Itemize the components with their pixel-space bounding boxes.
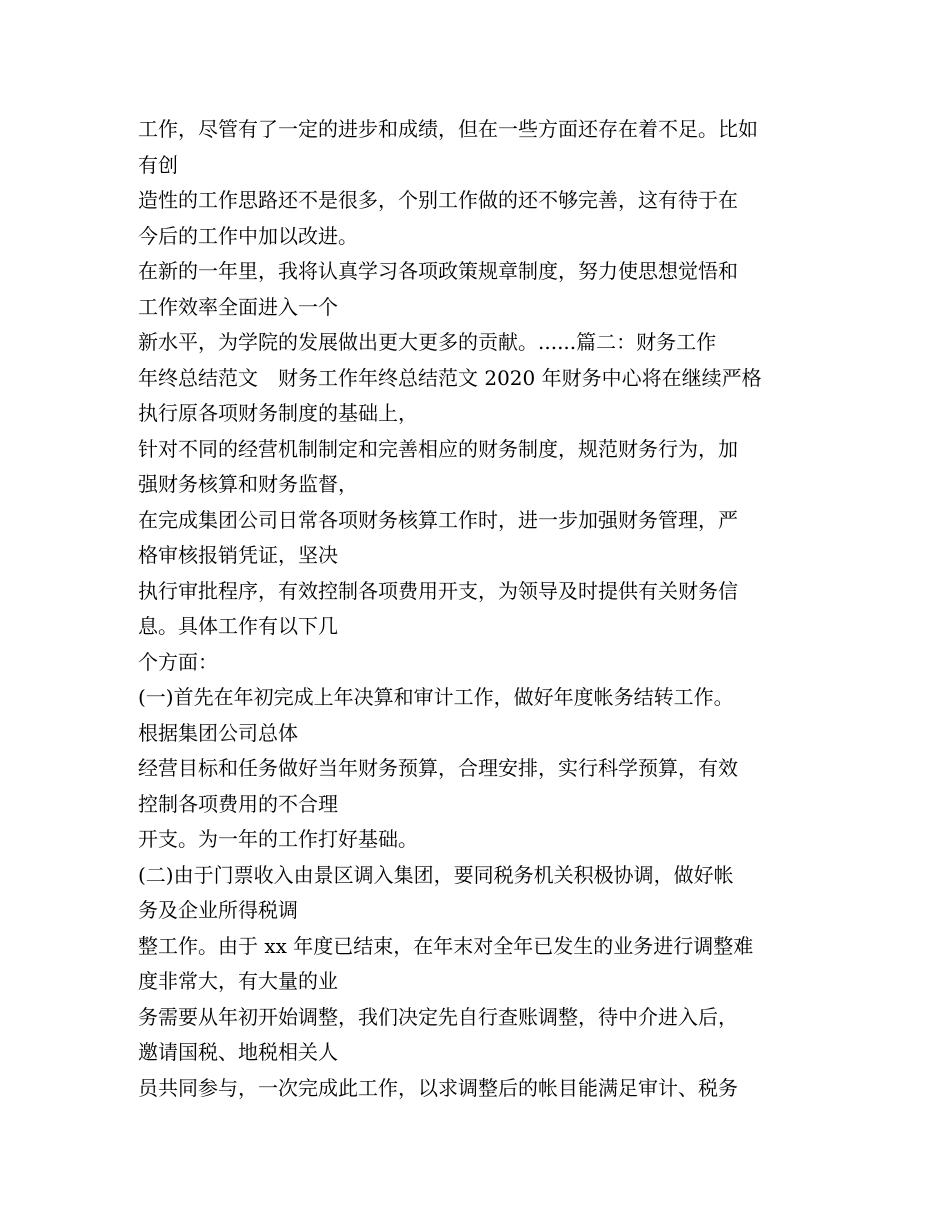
document-body bbox=[138, 112, 814, 1106]
text-line: 经营目标和任务做好当年财务预算，合理安排，实行科学预算，有效 bbox=[138, 756, 738, 780]
text-line: (二)由于门票收入由景区调入集团，要同税务机关积极协调，做好帐 bbox=[138, 862, 734, 887]
text-line: 执行原各项财务制度的基础上， bbox=[138, 401, 418, 425]
text-line: 邀请国税、地税相关人 bbox=[138, 1040, 338, 1064]
text-line: 整工作。由于 xx 年度已结束，在年末对全年已发生的业务进行调整难 bbox=[138, 933, 754, 958]
text-line: 在完成集团公司日常各项财务核算工作时，进一步加强财务管理，严 bbox=[138, 507, 738, 532]
text-line: 强财务核算和财务监督， bbox=[138, 472, 358, 496]
text-line: 控制各项费用的不合理 bbox=[138, 791, 338, 816]
text-line: 开支。为一年的工作打好基础。 bbox=[138, 827, 418, 851]
text-line: 根据集团公司总体 bbox=[138, 720, 298, 745]
text-line: 执行审批程序，有效控制各项费用开支，为领导及时提供有关财务信 bbox=[138, 578, 738, 603]
text-line: 息。具体工作有以下几 bbox=[138, 614, 338, 638]
text-line: 度非常大，有大量的业 bbox=[138, 969, 338, 993]
text-line: 员共同参与，一次完成此工作，以求调整后的帐目能满足审计、税务 bbox=[138, 1075, 738, 1100]
text-line: 务及企业所得税调 bbox=[138, 898, 298, 922]
text-line: 针对不同的经营机制制定和完善相应的财务制度，规范财务行为，加 bbox=[138, 436, 738, 461]
text-line: 今后的工作中加以改进。 bbox=[138, 223, 358, 248]
text-line: 年终总结范文 财务工作年终总结范文 2020 年财务中心将在继续严格 bbox=[138, 365, 762, 390]
text-line: (一)首先在年初完成上年决算和审计工作，做好年度帐务结转工作。 bbox=[138, 685, 734, 709]
text-line: 有创 bbox=[138, 152, 178, 177]
text-line: 新水平，为学院的发展做出更大更多的贡献。......篇二：财务工作 bbox=[138, 330, 717, 354]
text-line: 个方面： bbox=[138, 649, 218, 674]
text-line: 工作，尽管有了一定的进步和成绩，但在一些方面还存在着不足。比如 bbox=[138, 117, 758, 141]
text-line: 工作效率全面进入一个 bbox=[138, 294, 338, 319]
text-line: 格审核报销凭证，坚决 bbox=[138, 543, 338, 567]
text-line: 在新的一年里，我将认真学习各项政策规章制度，努力使思想觉悟和 bbox=[138, 259, 738, 283]
text-line: 造性的工作思路还不是很多，个别工作做的还不够完善，这有待于在 bbox=[138, 188, 738, 212]
text-line: 务需要从年初开始调整，我们决定先自行查账调整，待中介进入后， bbox=[138, 1004, 738, 1029]
